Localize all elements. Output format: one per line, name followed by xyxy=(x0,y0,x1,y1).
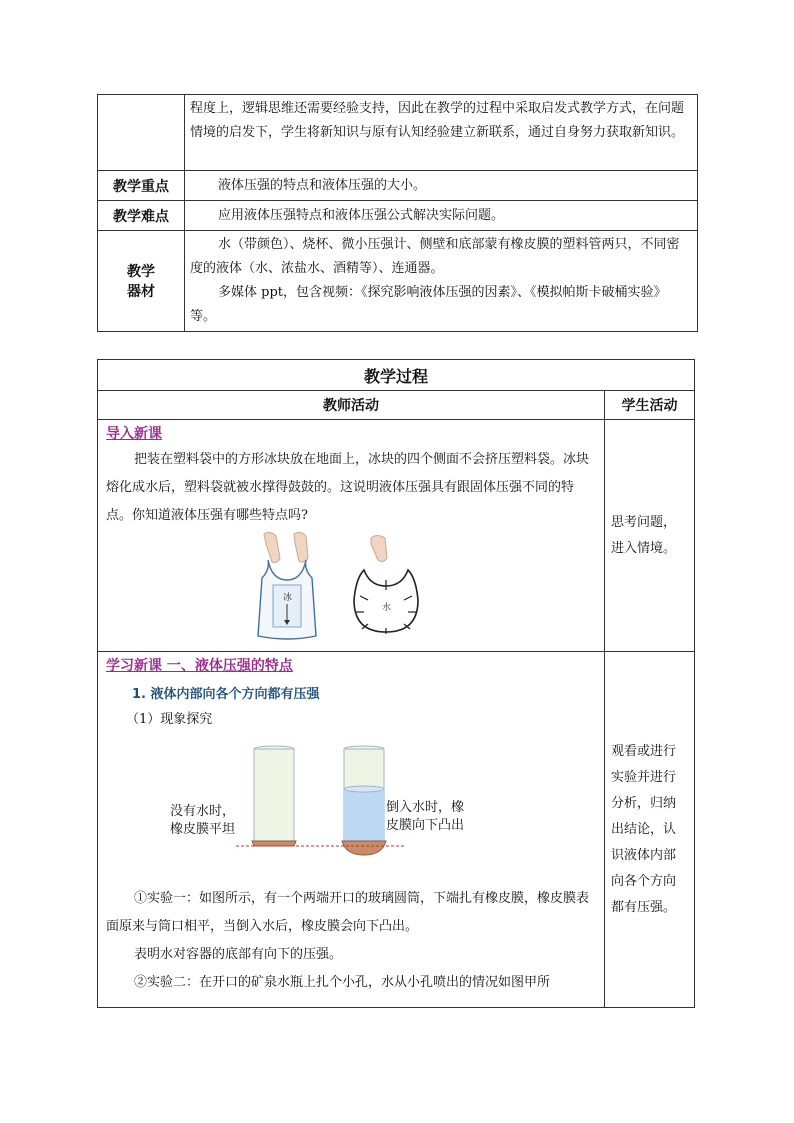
student-activity-header: 学生活动 xyxy=(605,391,695,420)
key-point-row xyxy=(98,171,698,201)
fig-right-label-line1: 倒入水时，橡 xyxy=(386,800,465,815)
left-cylinder-body xyxy=(254,749,294,841)
difficulty-label: 教学难点 xyxy=(98,201,185,231)
info-table xyxy=(97,94,698,332)
intro-lesson-teacher xyxy=(98,420,605,652)
materials-label-line1: 教学 xyxy=(127,264,155,280)
fig-right-label xyxy=(386,799,464,835)
right-bag xyxy=(354,570,418,632)
key-point-text: 液体压强的特点和液体压强的大小。 xyxy=(185,171,698,201)
intro-paragraph: 把装在塑料袋中的方形冰块放在地面上，冰块的四个侧面不会挤压塑料袋。冰块熔化成水后，塑料袋就被水撑得鼓鼓的。这说明液体压强具有跟固体压强不同的特点。你知道液体压强有哪些特点吗? xyxy=(106,452,590,523)
materials-label-line2: 器材 xyxy=(127,284,155,300)
experiment-2-text: ②实验二：在开口的矿泉水瓶上扎个小孔，水从小孔喷出的情况如图甲所 xyxy=(134,975,551,990)
water-surface xyxy=(344,786,384,792)
point-1-title: 1. 液体内部向各个方向都有压强 xyxy=(132,687,320,702)
process-title: 教学过程 xyxy=(98,360,695,391)
new-lesson-section-title: 学习新课 一、液体压强的特点 xyxy=(106,658,293,674)
left-hand-1 xyxy=(264,532,280,562)
intro-row xyxy=(98,95,698,171)
intro-section-title: 导入新课 xyxy=(106,426,162,442)
intro-lesson-row xyxy=(98,420,695,652)
intro-text: 程度上，逻辑思维还需要经验支持，因此在教学的过程中采取启发式教学方式，在问题情境的启发下，学生将新知识与原有认知经验建立新联系，通过自身努力获取新知识。 xyxy=(185,95,698,171)
fig-right-label-line2: 皮膜向下凸出 xyxy=(386,818,465,833)
materials-text-1: 水（带颜色）、烧杯、微小压强计、侧壁和底部蒙有橡皮膜的塑料管两只，不同密度的液体（水、浓盐水、酒精等）、连通器。 xyxy=(190,237,680,276)
experiment-1-text: ①实验一：如图所示，有一个两端开口的玻璃圆筒，下端扎有橡皮膜，橡皮膜表面原来与筒口相平，当倒入水后，橡皮膜会向下凸出。 xyxy=(106,891,590,934)
difficulty-row xyxy=(98,201,698,231)
left-hand-2 xyxy=(294,532,308,562)
glass-cylinder-figure xyxy=(106,727,598,885)
key-point-label: 教学重点 xyxy=(98,171,185,201)
difficulty-text: 应用液体压强特点和液体压强公式解决实际问题。 xyxy=(185,201,698,231)
process-table xyxy=(97,359,695,1008)
bag2-label: 水 xyxy=(382,603,392,613)
ice-bag-illustration xyxy=(106,530,586,646)
bag1-label: 冰 xyxy=(283,593,293,603)
right-membrane xyxy=(342,841,386,855)
phenomenon-subtitle: （1）现象探究 xyxy=(126,712,213,727)
water-column xyxy=(344,789,384,841)
left-membrane xyxy=(252,841,296,846)
new-lesson-row xyxy=(98,652,695,1008)
process-title-row xyxy=(98,360,695,391)
materials-text-2: 多媒体 ppt，包含视频：《探究影响液体压强的因素》、《模拟帕斯卡破桶实验》等。 xyxy=(190,285,667,324)
materials-label xyxy=(98,231,185,332)
intro-label-cell xyxy=(98,95,185,171)
process-header-row xyxy=(98,391,695,420)
fig-left-label-line2: 橡皮膜平坦 xyxy=(170,822,236,837)
teacher-activity-header: 教师活动 xyxy=(98,391,605,420)
right-hand xyxy=(371,536,387,562)
new-lesson-student-activity: 观看或进行实验并进行分析，归纳出结论，认识液体内部向各个方向都有压强。 xyxy=(605,652,695,1008)
ice-bag-figure xyxy=(106,530,598,646)
intro-student-activity: 思考问题，进入情境。 xyxy=(605,420,695,652)
materials-row xyxy=(98,231,698,332)
materials-content xyxy=(185,231,698,332)
conclusion-1-text: 表明水对容器的底部有向下的压强。 xyxy=(134,947,343,962)
new-lesson-teacher xyxy=(98,652,605,1008)
fig-left-label-line1: 没有水时， xyxy=(170,804,236,819)
fig-left-label xyxy=(170,803,235,839)
